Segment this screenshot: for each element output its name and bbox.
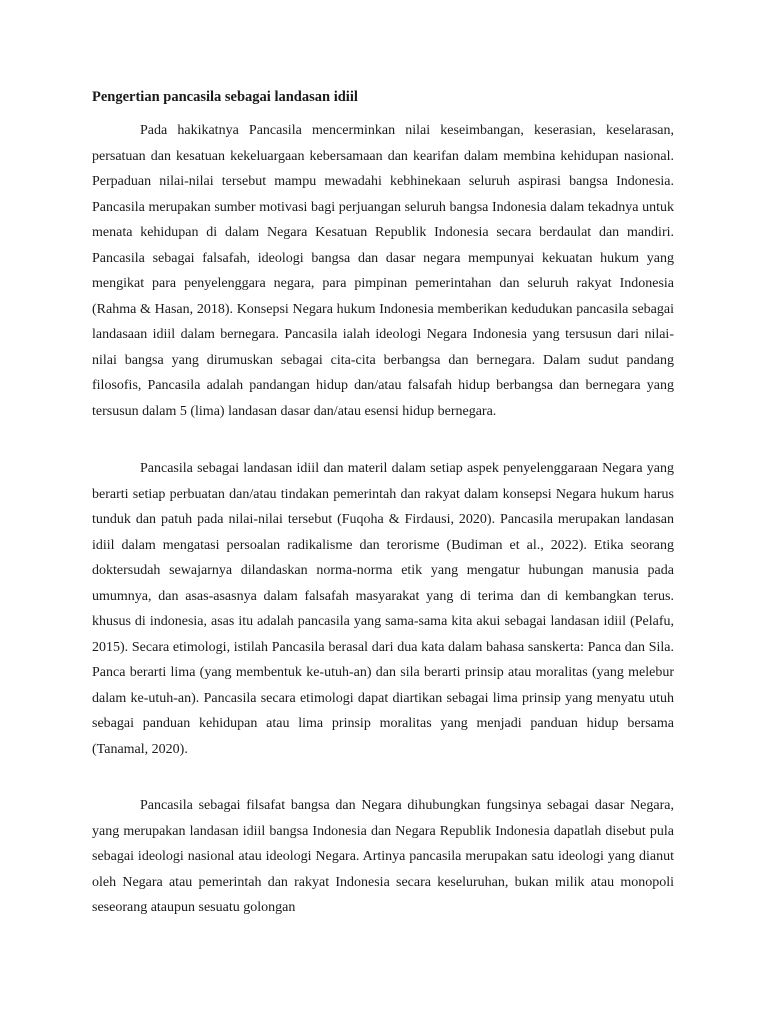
paragraph-2: Pancasila sebagai landasan idiil dan materil dalam setiap aspek penyelenggaraan Negara yang berarti setiap perbuatan dan/atau tindakan pemerintah dan rakyat dalam konsepsi Negara hukum harus tunduk dan patuh pada nilai-nilai tersebut (Fuqoha & Firdausi, 2020). Pancasila merupakan landasan idiil dalam mengatasi persoalan radikalisme dan terorisme (Budiman et al., 2022). Etika seorang doktersudah sewajarnya dilandaskan norma-norma etik yang mengatur hubungan manusia pada umumnya, dan asas-asasnya dalam falsafah masyarakat yang di terima dan di kembangkan terus. khusus di indonesia, asas itu adalah pancasila yang sama-sama kita akui sebagai landasan idiil (Pelafu, 2015). Secara etimologi, istilah Pancasila berasal dari dua kata dalam bahasa sanskerta: Panca dan Sila. Panca berarti lima (yang membentuk ke-utuh-an) dan sila berarti prinsip atau moralitas (yang melebur dalam ke-utuh-an). Pancasila secara etimologi dapat diartikan sebagai lima prinsip yang menyatu utuh sebagai panduan kehidupan atau lima prinsip moralitas yang menjadi panduan hidup bersama (Tanamal, 2020). bbox=[92, 461, 674, 757]
paragraph-3: Pancasila sebagai filsafat bangsa dan Negara dihubungkan fungsinya sebagai dasar Negara, yang merupakan landasan idiil bangsa Indonesia dan Negara Republik Indonesia dapatlah disebut pula sebagai ideologi nasional atau ideologi Negara. Artinya pancasila merupakan satu ideologi yang dianut oleh Negara atau pemerintah dan rakyat Indonesia secara keseluruhan, bukan milik atau monopoli seseorang ataupun sesuatu golongan bbox=[92, 798, 674, 915]
paragraph-1: Pada hakikatnya Pancasila mencerminkan nilai keseimbangan, keserasian, keselarasan, persatuan dan kesatuan kekeluargaan kebersamaan dan kearifan dalam membina kehidupan nasional. Perpaduan nilai-nilai tersebut mampu mewadahi kebhinekaan seluruh aspirasi bangsa Indonesia. Pancasila merupakan sumber motivasi bagi perjuangan seluruh bangsa Indonesia dalam tekadnya untuk menata kehidupan di dalam Negara Kesatuan Republik Indonesia secara berdaulat dan mandiri. Pancasila sebagai falsafah, ideologi bangsa dan dasar negara mempunyai kekuatan hukum yang mengikat para penyelenggara negara, para pimpinan pemerintahan dan seluruh rakyat Indonesia (Rahma & Hasan, 2018). Konsepsi Negara hukum Indonesia memberikan kedudukan pancasila sebagai landasaan idiil dalam bernegara. Pancasila ialah ideologi Negara Indonesia yang tersusun dari nilai-nilai bangsa yang dirumuskan sebagai cita-cita berbangsa dan bernegara. Dalam sudut pandang filosofis, Pancasila adalah pandangan hidup dan/atau falsafah hidup berbangsa dan bernegara yang tersusun dalam 5 (lima) landasan dasar dan/atau esensi hidup bernegara. bbox=[92, 123, 674, 419]
document-title: Pengertian pancasila sebagai landasan idiil bbox=[92, 89, 358, 105]
